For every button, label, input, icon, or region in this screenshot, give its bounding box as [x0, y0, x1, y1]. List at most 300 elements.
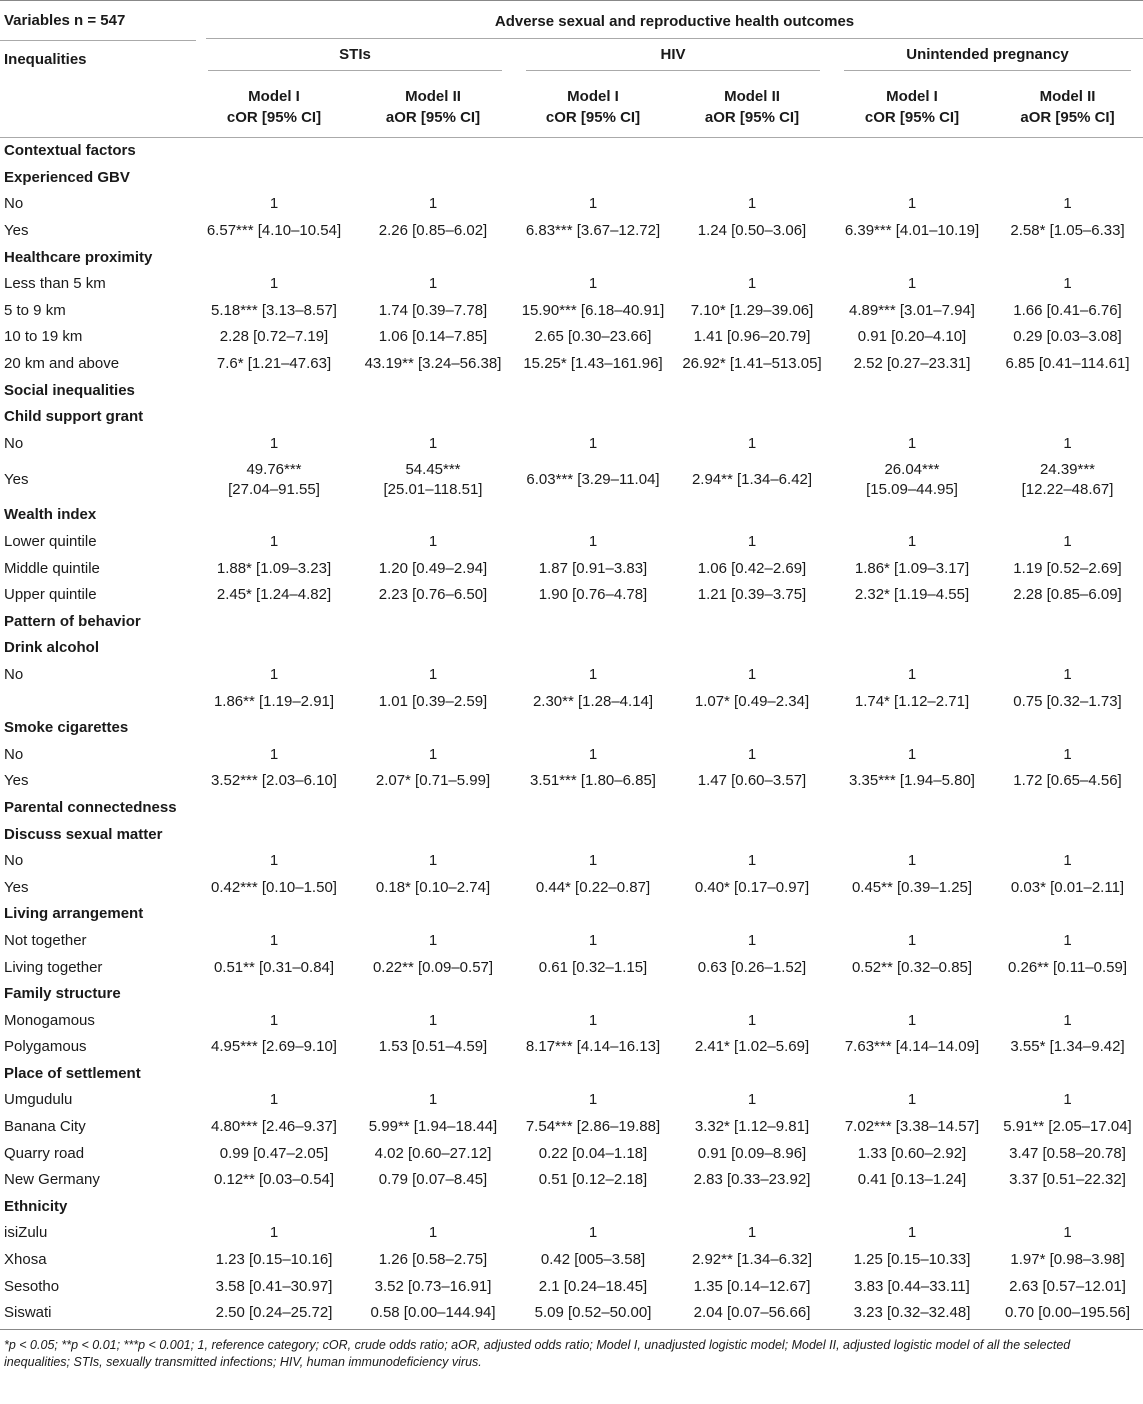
value-cell: 1: [269, 533, 279, 551]
value-cell: 1: [747, 665, 757, 683]
row-label: New Germany: [4, 1171, 100, 1189]
value-cell: 0.61 [0.32–1.15]: [538, 958, 648, 976]
section-row: [0, 609, 1143, 636]
model-name: Model II: [1039, 88, 1096, 105]
value-cell: [196, 377, 352, 404]
value-cell: [514, 981, 672, 1008]
section-label: Pattern of behavior: [4, 612, 141, 630]
value-cell: [352, 821, 514, 848]
table-row: [0, 1114, 1143, 1141]
group-header-hiv: HIV: [514, 41, 832, 78]
table-row: [0, 582, 1143, 609]
value-cell: 3.51*** [1.80–6.85]: [530, 772, 656, 790]
group-header-stis: STIs: [196, 41, 514, 78]
value-cell: 1: [269, 1224, 279, 1242]
value-cell: 1: [428, 852, 438, 870]
table-row: [0, 298, 1143, 325]
table-body: [0, 138, 1143, 1330]
value-cell: [514, 404, 672, 431]
value-cell: [352, 377, 514, 404]
value-cell: [352, 1061, 514, 1088]
value-cell: 1.33 [0.60–2.92]: [857, 1144, 967, 1162]
value-cell: 2.1 [0.24–18.45]: [538, 1277, 648, 1295]
value-cell: 0.03* [0.01–2.11]: [1010, 878, 1125, 896]
table-row: [0, 271, 1143, 298]
value-cell: [514, 244, 672, 271]
value-cell: 7.6* [1.21–47.63]: [216, 355, 332, 373]
model-header-row: [0, 77, 1143, 138]
section-row: [0, 1194, 1143, 1221]
model-stat: aOR [95% CI]: [385, 109, 481, 126]
value-cell: 1: [747, 1011, 757, 1029]
value-cell: 2.45* [1.24–4.82]: [216, 586, 332, 604]
value-cell: 15.90*** [6.18–40.91]: [521, 301, 665, 319]
section-row: [0, 715, 1143, 742]
value-cell: 5.99** [1.94–18.44]: [368, 1118, 498, 1136]
row-label: 20 km and above: [4, 355, 120, 373]
value-cell: 1: [747, 1091, 757, 1109]
value-cell: 0.29 [0.03–3.08]: [1013, 328, 1122, 346]
value-cell: 3.23 [0.32–32.48]: [853, 1304, 971, 1322]
value-cell: [672, 901, 832, 928]
value-cell: 1.72 [0.65–4.56]: [1013, 772, 1122, 790]
value-cell: 6.39*** [4.01–10.19]: [844, 222, 980, 240]
value-cell: 1.88* [1.09–3.23]: [216, 559, 332, 577]
value-cell: 0.45** [0.39–1.25]: [851, 878, 973, 896]
table-row: [0, 1087, 1143, 1114]
value-cell: 1: [588, 1224, 598, 1242]
value-cell: [352, 901, 514, 928]
value-cell: 1: [747, 852, 757, 870]
value-cell: 1: [588, 1011, 598, 1029]
value-cell: 1.86* [1.09–3.17]: [854, 559, 970, 577]
value-cell: 3.47 [0.58–20.78]: [1009, 1144, 1126, 1162]
value-cell: 0.22 [0.04–1.18]: [538, 1144, 648, 1162]
value-cell: [832, 404, 992, 431]
model-stat: cOR [95% CI]: [545, 109, 641, 126]
value-cell: [832, 609, 992, 636]
value-cell: 0.91 [0.09–8.96]: [697, 1144, 807, 1162]
section-label: Ethnicity: [4, 1197, 68, 1215]
section-label: Discuss sexual matter: [4, 825, 163, 843]
value-cell: 7.54*** [2.86–19.88]: [525, 1118, 661, 1136]
value-cell: 1: [747, 195, 757, 213]
value-cell: 2.50 [0.24–25.72]: [215, 1304, 333, 1322]
table-row: [0, 874, 1143, 901]
section-label: Contextual factors: [4, 142, 136, 160]
value-cell: 7.10* [1.29–39.06]: [690, 301, 814, 319]
value-cell: 6.57*** [4.10–10.54]: [206, 222, 342, 240]
value-cell: [672, 502, 832, 529]
value-cell: 2.07* [0.71–5.99]: [375, 772, 491, 790]
row-label: No: [4, 434, 24, 452]
value-cell: 1: [747, 745, 757, 763]
variables-header: Variables n = 547: [0, 1, 196, 41]
value-cell: [672, 635, 832, 662]
row-label: 10 to 19 km: [4, 328, 83, 346]
value-cell: 2.30** [1.28–4.14]: [532, 692, 654, 710]
value-cell: 0.12** [0.03–0.54]: [213, 1171, 335, 1189]
value-cell: 1.23 [0.15–10.16]: [215, 1251, 333, 1269]
value-cell: 1.66 [0.41–6.76]: [1013, 301, 1122, 319]
value-cell: 5.18*** [3.13–8.57]: [211, 301, 337, 319]
value-cell: 54.45*** [25.01–118.51]: [383, 460, 483, 498]
value-cell: 0.42 [005–3.58]: [540, 1251, 646, 1269]
model-name: Model I: [248, 88, 300, 105]
value-cell: 1: [907, 434, 917, 452]
value-cell: [992, 165, 1143, 192]
section-row: [0, 138, 1143, 165]
row-label: Siswati: [4, 1304, 52, 1322]
value-cell: 1: [1063, 195, 1072, 213]
value-cell: 1: [428, 1011, 438, 1029]
value-cell: 1: [907, 665, 917, 683]
value-cell: 3.52*** [2.03–6.10]: [211, 772, 337, 790]
value-cell: 1: [907, 195, 917, 213]
value-cell: 0.58 [0.00–144.94]: [370, 1304, 496, 1322]
inequalities-header: Inequalities: [4, 50, 87, 68]
value-cell: 1: [907, 931, 917, 949]
value-cell: 1: [747, 931, 757, 949]
value-cell: 1: [428, 745, 438, 763]
value-cell: 1: [588, 931, 598, 949]
value-cell: [672, 165, 832, 192]
value-cell: 1: [907, 533, 917, 551]
value-cell: [514, 165, 672, 192]
value-cell: 0.63 [0.26–1.52]: [697, 958, 807, 976]
value-cell: 1: [269, 434, 279, 452]
value-cell: [196, 244, 352, 271]
value-cell: [992, 138, 1143, 165]
table-row: [0, 741, 1143, 768]
section-label: Living arrangement: [4, 905, 144, 923]
empty-header-cell: [0, 77, 196, 138]
value-cell: 7.02*** [3.38–14.57]: [844, 1118, 980, 1136]
value-cell: [196, 404, 352, 431]
value-cell: 0.42*** [0.10–1.50]: [211, 878, 337, 896]
value-cell: 2.28 [0.72–7.19]: [219, 328, 329, 346]
value-cell: 0.26** [0.11–0.59]: [1008, 958, 1127, 976]
value-cell: 7.63*** [4.14–14.09]: [844, 1038, 980, 1056]
table-row: [0, 768, 1143, 795]
model-stat: cOR [95% CI]: [864, 109, 960, 126]
value-cell: 0.18* [0.10–2.74]: [375, 878, 491, 896]
value-cell: [672, 404, 832, 431]
value-cell: [196, 1061, 352, 1088]
value-cell: 1.20 [0.49–2.94]: [378, 559, 488, 577]
row-label: Polygamous: [4, 1038, 87, 1056]
value-cell: [196, 981, 352, 1008]
value-cell: [352, 981, 514, 1008]
value-cell: [672, 377, 832, 404]
value-cell: 1: [428, 931, 438, 949]
table-row: [0, 928, 1143, 955]
value-cell: 3.32* [1.12–9.81]: [694, 1118, 810, 1136]
model-header-1: [352, 77, 514, 138]
value-cell: [672, 715, 832, 742]
value-cell: [992, 377, 1143, 404]
section-label: Experienced GBV: [4, 168, 130, 186]
section-label: Drink alcohol: [4, 639, 100, 657]
value-cell: 2.58* [1.05–6.33]: [1010, 222, 1125, 240]
value-cell: 0.51** [0.31–0.84]: [213, 958, 335, 976]
value-cell: 3.58 [0.41–30.97]: [215, 1277, 333, 1295]
value-cell: 1: [1063, 931, 1072, 949]
value-cell: [832, 165, 992, 192]
model-stat: aOR [95% CI]: [1020, 109, 1115, 126]
value-cell: 0.44* [0.22–0.87]: [535, 878, 651, 896]
value-cell: [832, 502, 992, 529]
row-label: Monogamous: [4, 1011, 95, 1029]
row-label: No: [4, 852, 24, 870]
section-row: [0, 635, 1143, 662]
value-cell: 1: [269, 852, 279, 870]
value-cell: 0.91 [0.20–4.10]: [857, 328, 967, 346]
value-cell: 0.41 [0.13–1.24]: [857, 1171, 967, 1189]
value-cell: [992, 715, 1143, 742]
value-cell: [992, 795, 1143, 822]
value-cell: [832, 1061, 992, 1088]
outcomes-header: Adverse sexual and reproductive health outcomes: [196, 1, 1143, 41]
value-cell: 1: [269, 665, 279, 683]
table-row: [0, 351, 1143, 378]
row-label: Living together: [4, 958, 103, 976]
value-cell: 1: [747, 434, 757, 452]
value-cell: 0.51 [0.12–2.18]: [538, 1171, 648, 1189]
value-cell: 2.65 [0.30–23.66]: [534, 328, 652, 346]
value-cell: 5.91** [2.05–17.04]: [1003, 1118, 1132, 1136]
value-cell: 1: [428, 1091, 438, 1109]
value-cell: [352, 165, 514, 192]
value-cell: [992, 404, 1143, 431]
value-cell: [992, 821, 1143, 848]
section-row: [0, 502, 1143, 529]
value-cell: 1: [428, 275, 438, 293]
value-cell: [352, 244, 514, 271]
value-cell: [514, 1194, 672, 1221]
value-cell: 4.95*** [2.69–9.10]: [211, 1038, 337, 1056]
value-cell: 0.75 [0.32–1.73]: [1013, 692, 1122, 710]
value-cell: [992, 901, 1143, 928]
value-cell: [352, 138, 514, 165]
value-cell: 1: [428, 434, 438, 452]
table-row: [0, 457, 1143, 502]
value-cell: [832, 981, 992, 1008]
value-cell: 2.63 [0.57–12.01]: [1009, 1277, 1126, 1295]
value-cell: [832, 1194, 992, 1221]
table-row: [0, 848, 1143, 875]
model-name: Model II: [724, 88, 780, 105]
value-cell: 1: [1063, 533, 1072, 551]
value-cell: 2.94** [1.34–6.42]: [691, 470, 813, 488]
value-cell: [672, 795, 832, 822]
value-cell: [514, 1061, 672, 1088]
table-row: [0, 1300, 1143, 1329]
row-label: Banana City: [4, 1118, 86, 1136]
value-cell: [992, 502, 1143, 529]
table-row: [0, 1273, 1143, 1300]
row-label: No: [4, 195, 24, 213]
value-cell: 1: [907, 1091, 917, 1109]
value-cell: 1: [588, 665, 598, 683]
value-cell: 1: [1063, 434, 1072, 452]
section-row: [0, 1061, 1143, 1088]
value-cell: [672, 1061, 832, 1088]
value-cell: 6.03*** [3.29–11.04]: [526, 470, 660, 488]
value-cell: [514, 138, 672, 165]
value-cell: 1: [428, 1224, 438, 1242]
value-cell: 1: [747, 533, 757, 551]
section-label: Social inequalities: [4, 381, 135, 399]
value-cell: [352, 609, 514, 636]
value-cell: [992, 1061, 1143, 1088]
value-cell: 49.76*** [27.04–91.55]: [228, 460, 320, 498]
row-label: Xhosa: [4, 1251, 47, 1269]
value-cell: [196, 1194, 352, 1221]
value-cell: [196, 795, 352, 822]
row-label: Yes: [4, 878, 29, 896]
table-row: [0, 1247, 1143, 1274]
value-cell: 2.32* [1.19–4.55]: [854, 586, 970, 604]
value-cell: 2.28 [0.85–6.09]: [1013, 586, 1122, 604]
value-cell: [992, 981, 1143, 1008]
table-row: [0, 191, 1143, 218]
row-label: Not together: [4, 931, 87, 949]
value-cell: 1.41 [0.96–20.79]: [693, 328, 811, 346]
value-cell: 43.19** [3.24–56.38]: [364, 355, 502, 373]
row-label: Less than 5 km: [4, 275, 106, 293]
value-cell: [352, 635, 514, 662]
value-cell: 1: [269, 1011, 279, 1029]
value-cell: 1.53 [0.51–4.59]: [378, 1038, 488, 1056]
section-label: Wealth index: [4, 506, 97, 524]
value-cell: [672, 244, 832, 271]
value-cell: 0.99 [0.47–2.05]: [219, 1144, 329, 1162]
section-label: Child support grant: [4, 408, 144, 426]
value-cell: 1: [907, 275, 917, 293]
value-cell: [992, 1194, 1143, 1221]
value-cell: 1: [269, 745, 279, 763]
row-label: Quarry road: [4, 1144, 85, 1162]
value-cell: 3.55* [1.34–9.42]: [1010, 1038, 1125, 1056]
value-cell: [514, 821, 672, 848]
value-cell: [832, 635, 992, 662]
value-cell: 26.04*** [15.09–44.95]: [866, 460, 958, 498]
value-cell: [832, 795, 992, 822]
value-cell: 1.21 [0.39–3.75]: [697, 586, 807, 604]
row-label: Middle quintile: [4, 559, 100, 577]
value-cell: [832, 821, 992, 848]
section-row: [0, 901, 1143, 928]
model-header-3: [672, 77, 832, 138]
value-cell: 1: [588, 745, 598, 763]
section-label: Smoke cigarettes: [4, 719, 129, 737]
value-cell: [196, 635, 352, 662]
table-row: [0, 1034, 1143, 1061]
value-cell: [992, 244, 1143, 271]
table-row: [0, 1220, 1143, 1247]
table-row: [0, 555, 1143, 582]
value-cell: [352, 502, 514, 529]
value-cell: 1.35 [0.14–12.67]: [693, 1277, 811, 1295]
value-cell: 8.17*** [4.14–16.13]: [525, 1038, 661, 1056]
value-cell: [352, 1194, 514, 1221]
value-cell: [352, 795, 514, 822]
value-cell: [672, 1194, 832, 1221]
value-cell: 1.24 [0.50–3.06]: [697, 222, 807, 240]
table-row: [0, 1167, 1143, 1194]
section-row: [0, 981, 1143, 1008]
value-cell: 1: [428, 533, 438, 551]
table-row: [0, 954, 1143, 981]
value-cell: [672, 609, 832, 636]
value-cell: 1: [747, 1224, 757, 1242]
value-cell: [832, 715, 992, 742]
value-cell: [672, 821, 832, 848]
value-cell: 4.02 [0.60–27.12]: [374, 1144, 492, 1162]
value-cell: [196, 901, 352, 928]
value-cell: 1: [1063, 1011, 1072, 1029]
model-stat: cOR [95% CI]: [226, 109, 322, 126]
model-header-5: [992, 77, 1143, 138]
value-cell: 1: [428, 195, 438, 213]
section-row: [0, 404, 1143, 431]
value-cell: 3.83 [0.44–33.11]: [854, 1277, 970, 1295]
value-cell: 1.07* [0.49–2.34]: [694, 692, 810, 710]
value-cell: 1: [1063, 275, 1072, 293]
value-cell: 1.26 [0.58–2.75]: [378, 1251, 488, 1269]
section-row: [0, 165, 1143, 192]
row-label: No: [4, 745, 24, 763]
value-cell: 1: [588, 275, 598, 293]
model-header-2: [514, 77, 672, 138]
section-row: [0, 795, 1143, 822]
model-name: Model II: [405, 88, 461, 105]
value-cell: [352, 715, 514, 742]
value-cell: 3.37 [0.51–22.32]: [1009, 1171, 1126, 1189]
value-cell: 2.23 [0.76–6.50]: [378, 586, 488, 604]
row-label: Yes: [4, 470, 29, 488]
value-cell: [196, 138, 352, 165]
value-cell: 1: [269, 275, 279, 293]
value-cell: 2.83 [0.33–23.92]: [693, 1171, 811, 1189]
table-row: [0, 662, 1143, 689]
value-cell: 4.80*** [2.46–9.37]: [211, 1118, 337, 1136]
value-cell: [196, 715, 352, 742]
value-cell: 1: [1063, 665, 1072, 683]
table-footnote: *p < 0.05; **p < 0.01; ***p < 0.001; 1, reference category; cOR, crude odds ratio; aOR, adjusted odds ratio; Model I, unadjusted logistic model; Model II, adjusted logistic model of all the selected inequalities; STIs, sexually transmitted infections; HIV, human immunodeficiency virus.: [0, 1329, 1143, 1371]
section-label: Parental connectedness: [4, 798, 177, 816]
value-cell: [832, 901, 992, 928]
value-cell: 1.25 [0.15–10.33]: [853, 1251, 971, 1269]
value-cell: 1: [588, 533, 598, 551]
section-label: Family structure: [4, 985, 121, 1003]
row-label: [0, 688, 196, 715]
row-label: Yes: [4, 222, 29, 240]
value-cell: [672, 981, 832, 1008]
value-cell: 2.26 [0.85–6.02]: [378, 222, 488, 240]
value-cell: 1: [907, 1011, 917, 1029]
value-cell: 1: [588, 195, 598, 213]
model-name: Model I: [567, 88, 619, 105]
value-cell: 1: [907, 1224, 917, 1242]
value-cell: 3.52 [0.73–16.91]: [374, 1277, 492, 1295]
value-cell: 2.04 [0.07–56.66]: [693, 1304, 811, 1322]
value-cell: 1: [907, 745, 917, 763]
row-label: Umgudulu: [4, 1091, 73, 1109]
value-cell: 1.06 [0.42–2.69]: [697, 559, 807, 577]
value-cell: [514, 901, 672, 928]
